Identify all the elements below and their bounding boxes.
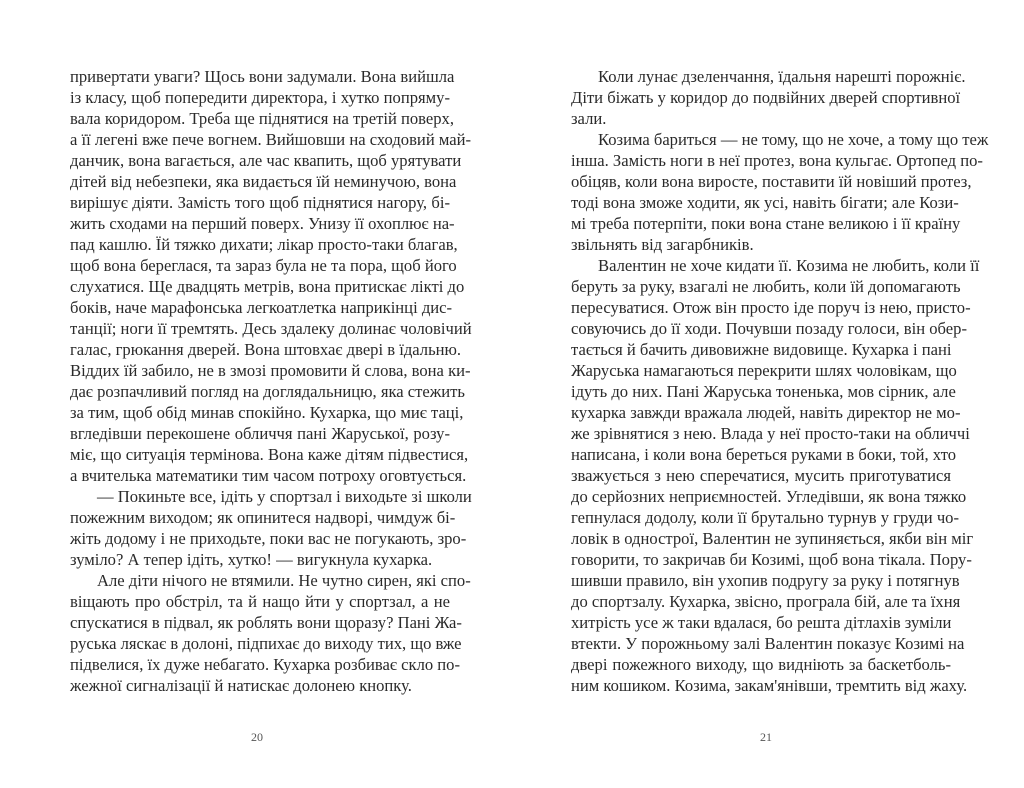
text-line: Жаруська намагаються перекрити шлях чоловікам, що [571,361,957,381]
right-page-text [571,66,989,696]
text-line: інша. Замість ноги в неї протез, вона кульгає. Ортопед по- [571,151,983,171]
text-line: слухатися. Ще двадцять метрів, вона притискає лікті до [70,277,465,297]
text-line: дає розпачливий погляд на доглядальницю, яка стежить [70,382,465,402]
paragraph [70,66,472,486]
text-line: міє, що ситуація термінова. Вона каже дітям підвестися, [70,445,469,465]
text-line: за тим, щоб обід минав спокійно. Кухарка, що миє таці, [70,403,464,423]
page-number-right: 21 [760,730,772,744]
paragraph [571,66,966,129]
text-line: вирішує діяти. Замість того щоб піднятися нагору, бі- [70,193,450,213]
text-line: танції; ноги її тремтять. Десь здалеку долинає чоловічий [70,319,472,339]
text-line: до серйозних неприємностей. Угледівши, як вона тяжко [571,487,967,507]
text-line: вала коридором. Треба ще піднятися на третій поверх, [70,109,454,129]
text-line: Діти біжать у коридор до подвійних дверей спортивної [571,88,961,108]
text-line: хитрість усе ж таки вдалася, бо решта дітлахів зуміли [571,613,952,633]
text-line: віщають про обстріл, та й нащо йти у спортзал, а не [70,592,450,612]
text-line: а її легені вже пече вогнем. Вийшовши на сходовий май- [70,130,472,150]
text-line: звільнять від загарбників. [571,235,754,255]
text-line: підвелися, їх дуже небагато. Кухарка розбиває скло по- [70,655,461,675]
text-line: жить сходами на перший поверх. Унизу її охоплює на- [70,214,455,234]
left-page-text [70,66,472,696]
text-line: данчик, вона вагається, але час квапить, щоб урятувати [70,151,462,171]
text-line: же зрівнятися з нею. Влада у неї просто-таки на обличчі [571,424,970,444]
text-line: зали. [571,109,607,129]
text-line: говорити, то закричав би Козимі, щоб вона тікала. Пору- [571,550,972,570]
text-line: привертати уваги? Щось вони задумали. Вона вийшла [70,67,455,86]
text-line: руська ляскає в долоні, підпихає до виходу тих, що вже [70,634,462,654]
text-line: із класу, щоб попередити директора, і хутко попряму- [70,88,450,108]
text-line: обіцяв, коли вона виросте, поставити їй новіший протез, [571,172,972,192]
text-line: ловік в однострої, Валентин не зупиняється, якби він міг [571,529,974,549]
text-line: пожежним виходом; як опинитеся надворі, чимдуж бі- [70,508,456,528]
text-line: Валентин не хоче кидати її. Козима не любить, коли її [598,256,980,276]
text-line: ним кошиком. Козима, закам'янівши, тремтить від жаху. [571,676,968,696]
text-line: двері пожежного виходу, що видніють за баскетболь- [571,655,951,675]
text-line: Козима бариться — не тому, що не хоче, а тому що теж [598,130,989,150]
text-line: пад кашлю. Їй тяжко дихати; лікар просто-таки благав, [70,235,458,255]
paragraph [70,570,471,696]
text-line: ідуть до них. Пані Жаруська тоненька, мов сірник, але [571,382,956,402]
text-line: жіть додому і не приходьте, поки вас не погукають, зро- [70,529,467,549]
text-line: тається й бачить дивовижне видовище. Кухарка і пані [571,340,952,360]
paragraph [571,255,980,696]
text-line: до спортзалу. Кухарка, звісно, програла бій, але та їхня [571,592,961,612]
text-line: Віддих їй забило, не в змозі промовити й слова, вона ки- [70,361,471,381]
text-line: — Покиньте все, ідіть у спортзал і виходьте зі школи [97,487,472,507]
text-line: тоді вона зможе ходити, як усі, навіть бігати; але Кози- [571,193,959,213]
text-line: дітей від небезпеки, яка видається їй неминучою, вона [70,172,457,192]
text-line: Коли лунає дзеленчання, їдальня нарешті порожніє. [598,67,966,86]
text-line: написана, і коли вона береться руками в боки, той, хто [571,445,957,465]
text-line: а вчителька математики тим часом потроху оговтується. [70,466,467,486]
text-line: шивши правило, він ухопив подругу за руку і потягнув [571,571,960,591]
text-line: пересуватися. Отож він просто іде поруч із нею, присто- [571,298,971,318]
text-line: галас, грюкання дверей. Вона штовхає двері в їдальню. [70,340,462,360]
text-line: жежної сигналізації й натискає долонею кнопку. [70,676,412,696]
text-line: гепнулася додолу, коли її брутально турнув у груди чо- [571,508,960,528]
text-line: Але діти нічого не втямили. Не чутно сирен, які спо- [97,571,471,591]
paragraph [70,486,472,570]
text-line: спускатися в підвал, як роблять вони щоразу? Пані Жа- [70,613,462,633]
text-line: вгледівши перекошене обличчя пані Жаруської, розу- [70,424,450,444]
paragraph [571,129,989,255]
text-line: втекти. У порожньому залі Валентин показує Козимі на [571,634,965,654]
text-line: мі треба потерпіти, поки вона стане великою і її країну [571,214,961,234]
text-line: боків, наче марафонська легкоатлетка наприкінці дис- [70,298,453,318]
text-line: совуючись до її ходи. Почувши позаду голоси, він обер- [571,319,967,339]
text-line: щоб вона береглася, та зараз була не та пора, щоб його [70,256,457,276]
page-number-left: 20 [251,730,263,744]
text-line: кухарка завжди вражала людей, навіть директор не мо- [571,403,961,423]
text-line: зуміло? А тепер ідіть, хутко! — вигукнула кухарка. [70,550,433,570]
text-line: беруть за руку, взагалі не любить, коли їй допомагають [571,277,961,297]
text-line: зважується з нею сперечатися, мусить приготуватися [571,466,951,486]
